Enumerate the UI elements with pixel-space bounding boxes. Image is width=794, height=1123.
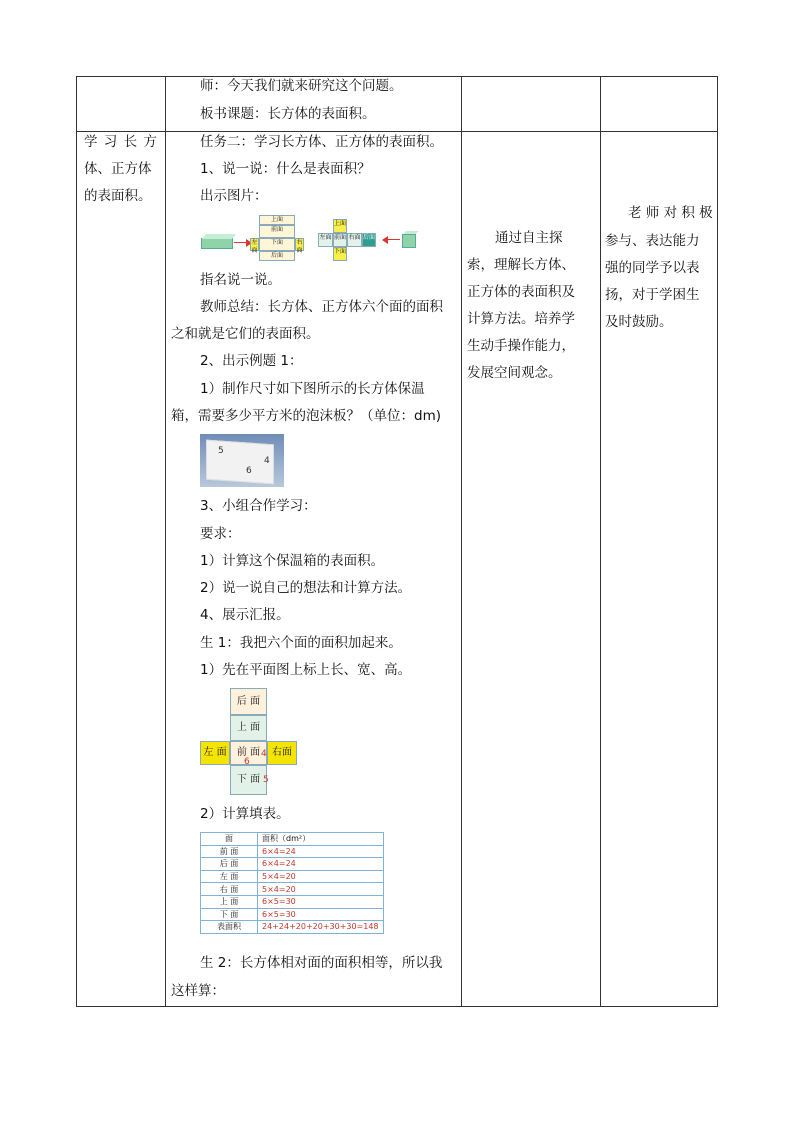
intent-line-5: 生动手操作能力， — [467, 338, 575, 354]
row1-line-1: 师：今天我们就来研究这个问题。 — [200, 78, 403, 94]
table-cell-face: 后 面 — [201, 858, 258, 871]
row1-line-2: 板书课题：长方体的表面积。 — [200, 106, 376, 122]
col-divider-3 — [600, 77, 601, 1006]
net-b-right: 右面 — [347, 233, 362, 247]
intent-line-4: 计算方法。培养学 — [467, 311, 575, 327]
example-1-question-2: 箱，需要多少平方米的泡沫板？（单位：dm) — [171, 408, 441, 424]
net-b-top: 上面 — [333, 219, 347, 233]
student-2-line-1: 生 2：长方体相对面的面积相等，所以我 — [200, 955, 443, 971]
col-divider-2 — [461, 77, 462, 1006]
report: 4、展示汇报。 — [200, 607, 290, 623]
show-picture: 出示图片： — [200, 188, 268, 204]
box-left-icon — [201, 238, 233, 249]
net-a-right: 右面 — [296, 239, 303, 254]
box-left-top — [202, 234, 236, 239]
table-row — [201, 895, 384, 908]
table-cell-area: 5×4=20 — [258, 870, 384, 883]
table-row — [201, 883, 384, 896]
student-1: 生 1：我把六个面的面积加起来。 — [200, 635, 402, 651]
objective-line-1: 学 习 长 方 — [84, 134, 158, 150]
net-b-left: 左面 — [318, 233, 333, 247]
area-table — [200, 832, 384, 934]
table-row — [201, 921, 384, 934]
net2-bottom: 下 面 — [230, 765, 267, 795]
evaluation-line-3: 强的同学予以表 — [605, 260, 700, 276]
table-cell-face: 前 面 — [201, 845, 258, 858]
net-a-front: 前面 — [259, 225, 295, 238]
student-1-step-2: 2）计算填表。 — [200, 806, 290, 822]
summary-line-2: 之和就是它们的表面积。 — [171, 326, 320, 342]
row-divider — [77, 131, 717, 132]
arrow-left-icon — [388, 239, 400, 240]
box-dim-6: 6 — [246, 466, 252, 476]
example-1-question-1: 1）制作尺寸如下图所示的长方体保温 — [200, 381, 425, 397]
net-a-bottom: 下面 — [259, 238, 295, 251]
objective-line-2: 体、正方体 — [84, 161, 152, 177]
evaluation-line-4: 扬，对于学困生 — [605, 287, 700, 303]
table-cell-face: 左 面 — [201, 870, 258, 883]
box-dim-4: 4 — [264, 456, 270, 466]
student-2-line-2: 这样算： — [171, 983, 225, 999]
cube-icon — [402, 234, 416, 248]
net-a-left: 左面 — [251, 239, 258, 254]
table-row — [201, 858, 384, 871]
table-row — [201, 845, 384, 858]
table-cell-face: 右 面 — [201, 883, 258, 896]
summary-line-1: 教师总结：长方体、正方体六个面的面积 — [200, 299, 443, 315]
question-1: 1、说一说：什么是表面积？ — [200, 161, 371, 177]
box-photo — [200, 434, 284, 487]
table-cell-area: 6×5=30 — [258, 895, 384, 908]
net-b-bottom: 下面 — [333, 247, 347, 261]
requirements: 要求： — [200, 526, 241, 542]
net-b-back: 后面 — [362, 233, 376, 247]
evaluation-line-2: 参与、表达能力 — [605, 233, 700, 249]
table-row — [201, 908, 384, 921]
lesson-table — [76, 76, 718, 1007]
net2-label-4: 4 — [261, 749, 267, 759]
table-row — [201, 870, 384, 883]
net2-back: 后 面 — [230, 688, 267, 715]
table-header-area: 面积（dm²） — [258, 833, 384, 846]
example-1: 2、出示例题 1： — [200, 353, 303, 369]
net2-label-6: 6 — [244, 757, 250, 767]
table-cell-face: 下 面 — [201, 908, 258, 921]
requirement-2: 2）说一说自己的想法和计算方法。 — [200, 580, 412, 596]
table-header-row — [201, 833, 384, 846]
net-b-front: 前面 — [333, 233, 347, 247]
evaluation-line-1: 老 师 对 积 极 — [628, 205, 713, 221]
net2-front: 前 面 — [230, 741, 267, 765]
intent-line-6: 发展空间观念。 — [467, 365, 562, 381]
table-cell-area: 24+24+20+20+30+30=148 — [258, 921, 384, 934]
net2-top: 上 面 — [230, 715, 267, 741]
table-cell-area: 5×4=20 — [258, 883, 384, 896]
arrow-right-icon — [234, 242, 246, 243]
table-cell-face: 上 面 — [201, 895, 258, 908]
cube-top — [404, 231, 419, 234]
objective-line-3: 的表面积。 — [84, 188, 152, 204]
point-say: 指名说一说。 — [200, 272, 281, 288]
intent-line-3: 正方体的表面积及 — [467, 284, 575, 300]
net-a-back: 后面 — [259, 251, 295, 261]
intent-line-2: 索，理解长方体、 — [467, 257, 575, 273]
student-1-step-1: 1）先在平面图上标上长、宽、高。 — [200, 662, 412, 678]
net2-right: 右面 — [267, 741, 297, 765]
net2-left: 左 面 — [200, 741, 230, 765]
evaluation-line-5: 及时鼓励。 — [605, 314, 673, 330]
table-cell-area: 6×4=24 — [258, 858, 384, 871]
table-cell-face: 表面积 — [201, 921, 258, 934]
net2-label-5: 5 — [263, 775, 269, 785]
requirement-1: 1）计算这个保温箱的表面积。 — [200, 553, 385, 569]
col-divider-1 — [165, 77, 166, 1006]
table-cell-area: 6×5=30 — [258, 908, 384, 921]
box-dim-5: 5 — [218, 446, 224, 456]
net-a-top: 上面 — [259, 215, 295, 225]
table-cell-area: 6×4=24 — [258, 845, 384, 858]
intent-line-1: 通过自主探 — [495, 230, 563, 246]
group-study: 3、小组合作学习： — [200, 498, 317, 514]
table-header-face: 面 — [201, 833, 258, 846]
task-title: 任务二：学习长方体、正方体的表面积。 — [200, 134, 443, 150]
